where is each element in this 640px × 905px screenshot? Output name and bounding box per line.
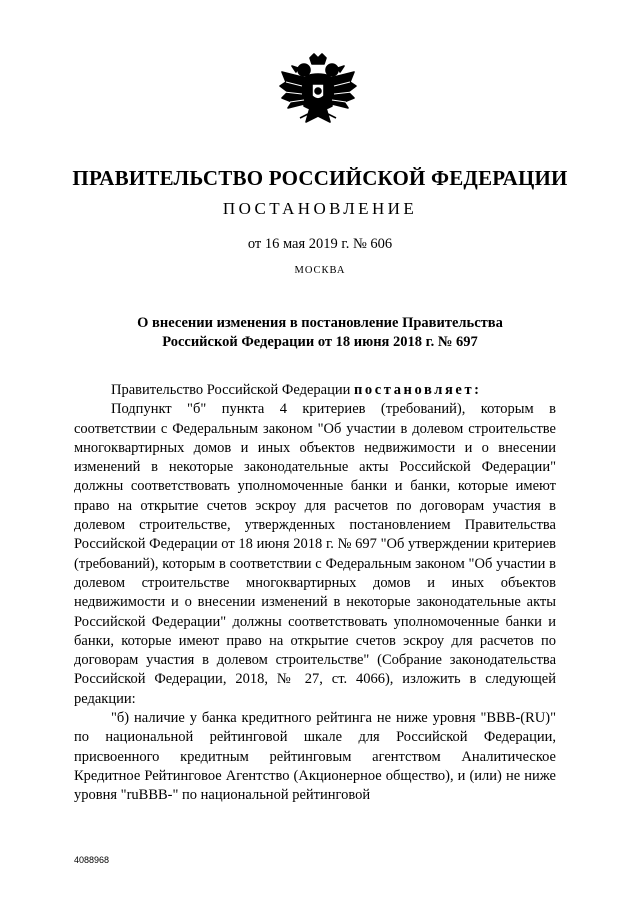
document-date: от 16 мая 2019 г. № 606 — [247, 236, 393, 252]
document-city: МОСКВА — [294, 265, 346, 276]
document-body — [74, 381, 556, 806]
document-type: ПОСТАНОВЛЕНИЕ — [222, 199, 418, 218]
government-title: ПРАВИТЕЛЬСТВО РОССИЙСКОЙ ФЕДЕРАЦИИ — [72, 166, 568, 190]
subject-line-2: Российской Федерации от 18 июня 2018 г. № 697 — [162, 334, 478, 350]
russian-coat-of-arms-icon — [276, 52, 360, 142]
document-number: 4088968 — [74, 855, 110, 865]
subject-line-1: О внесении изменения в постановление Правительства — [137, 315, 503, 331]
document-subject — [0, 314, 640, 352]
body-paragraph-1: Подпункт "б" пункта 4 критериев (требований), которым в соответствии с Федеральным законом "Об участии в долевом строительстве многоквартирных домов и иных объектов недвижимости и о внесении изменений в некоторые законодательные акты Российской Федерации" должны соответствовать уполномоченные банки и банки, которые имеют право на открытие счетов эскроу для расчетов по договорам участия в долевом строительстве, утвержденных постановлением Правительства Российской Федерации от 18 июня 2018 г. № 697 "Об утверждении критериев (требований), которым в соответствии с Федеральным законом "Об участии в долевом строительстве многоквартирных домов и иных объектов недвижимости и о внесении изменений в некоторые законодательные акты Российской Федерации" должны соответствовать уполномоченные банки и банки, которые имеют право на открытие счетов эскроу для расчетов по договорам участия в долевом строительстве" (Собрание законодательства Российской Федерации, 2018, № 27, ст. 4066), изложить в следующей редакции: — [74, 401, 556, 707]
intro-verb: постановляет: — [353, 382, 482, 398]
intro-paragraph — [74, 381, 556, 400]
body-paragraph-2: "б) наличие у банка кредитного рейтинга не ниже уровня "BBB-(RU)" по национальной рейтинговой шкале для Российской Федерации, присвоенного кредитным рейтинговым агентством Аналитическое Кредитное Рейтинговое Агентство (Акционерное общество), и (или) не ниже уровня "ruBBB-" по национальной рейтинговой — [74, 710, 556, 804]
intro-text: Правительство Российской Федерации — [111, 382, 354, 398]
